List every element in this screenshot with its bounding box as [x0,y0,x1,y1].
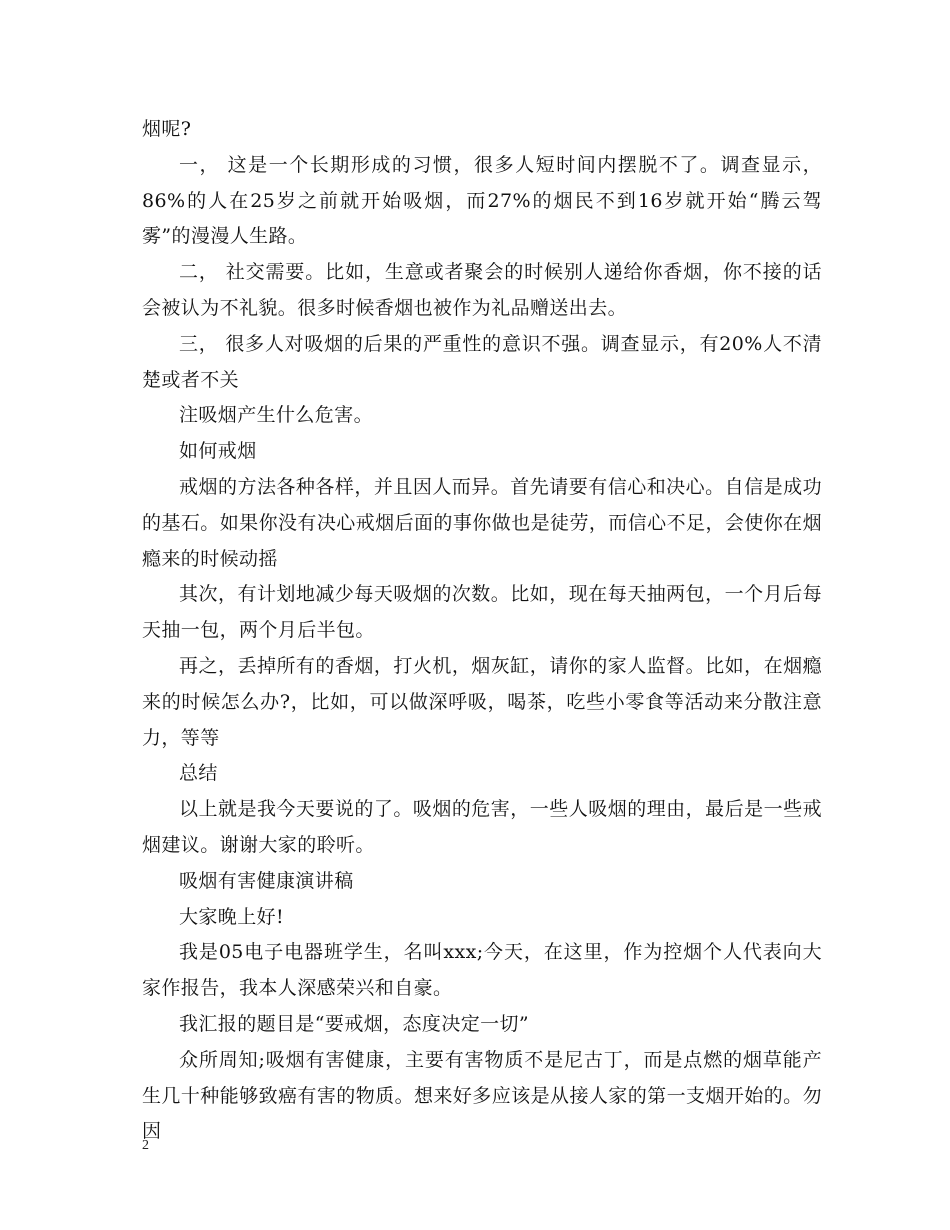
paragraph: 众所周知;吸烟有害健康，主要有害物质不是尼古丁，而是点燃的烟草能产生几十种能够致癌有害的物质。想来好多应该是从接人家的第一支烟开始的。勿因 [142,1048,822,1143]
paragraph: 二， 社交需要。比如，生意或者聚会的时候别人递给你香烟，你不接的话会被认为不礼貌。很多时候香烟也被作为礼品赠送出去。 [142,261,822,319]
paragraph: 其次，有计划地减少每天吸烟的次数。比如，现在每天抽两包，一个月后每天抽一包，两个月后半包。 [142,583,822,642]
paragraph: 我是05电子电器班学生，名叫xxx;今天，在这里，作为控烟个人代表向大家作报告，我本人深感荣兴和自豪。 [142,941,822,1000]
paragraph: 大家晚上好! [179,905,285,928]
paragraph: 一， 这是一个长期形成的习惯，很多人短时间内摆脱不了。调查显示，86%的人在25岁之前就开始吸烟，而27%的烟民不到16岁就开始“腾云驾雾”的漫漫人生路。 [142,153,822,248]
page-number: 2 [142,1138,149,1153]
paragraph: 我汇报的题目是“要戒烟，态度决定一切” [179,1012,530,1035]
paragraph: 戒烟的方法各种各样，并且因人而异。首先请要有信心和决心。自信是成功的基石。如果你没有决心戒烟后面的事你做也是徒劳，而信心不足，会使你在烟瘾来的时候动摇 [142,475,822,570]
paragraph: 三， 很多人对吸烟的后果的严重性的意识不强。调查显示，有20%人不清楚或者不关 [142,332,822,391]
paragraph: 注吸烟产生什么危害。 [179,404,374,427]
paragraph: 烟呢? [142,118,192,140]
document-body [142,112,822,1150]
section-heading: 总结 [179,762,218,785]
section-heading: 吸烟有害健康演讲稿 [179,869,354,892]
paragraph: 以上就是我今天要说的了。吸烟的危害，一些人吸烟的理由，最后是一些戒烟建议。谢谢大家的聆听。 [142,798,822,856]
paragraph: 再之，丢掉所有的香烟，打火机，烟灰缸，请你的家人监督。比如，在烟瘾来的时候怎么办?，比如，可以做深呼吸，喝茶，吃些小零食等活动来分散注意力，等等 [142,654,822,749]
section-heading: 如何戒烟 [179,440,257,463]
